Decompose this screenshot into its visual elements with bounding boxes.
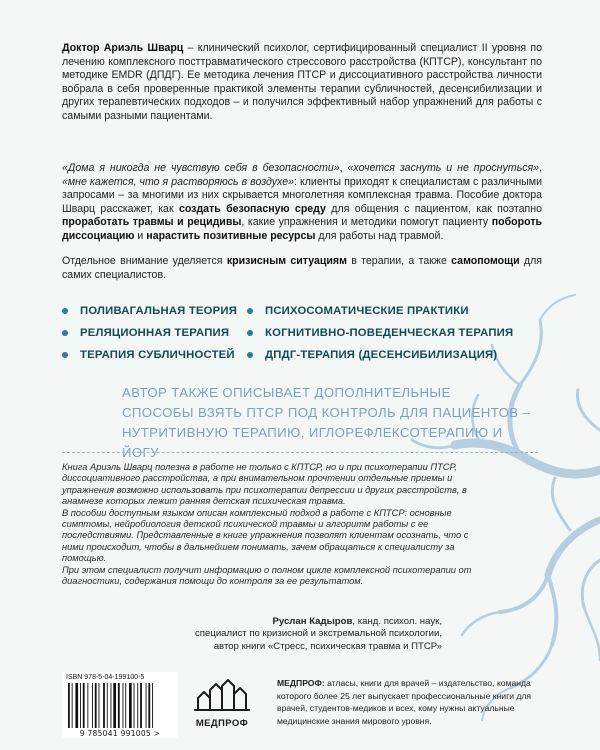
medprof-logo [192, 672, 252, 742]
quote-separator: , [339, 162, 348, 174]
bullet-item [247, 322, 557, 344]
highlight-line: СПОСОБЫ ВЗЯТЬ ПТСР ПОД КОНТРОЛЬ ДЛЯ ПАЦИЕНТОВ – [122, 405, 531, 420]
paragraph-text: в терапии, а также [346, 255, 452, 267]
quote-1: «Дома я никогда не чувствую себя в безопасности» [62, 162, 340, 174]
bullet-column-right [247, 300, 557, 366]
emphasis-text: кризисным ситуациям [226, 255, 347, 267]
bullet-dot-icon [247, 330, 253, 336]
paragraph-text: : клиенты приходят к специалистам с различными запросами – за многими из них скрывается многолетняя комплексная травма. Пособие доктора Шварц расскажет, как [62, 175, 543, 215]
barcode-stripe [83, 683, 85, 728]
barcode-stripe [72, 683, 73, 728]
barcode-stripe [140, 683, 142, 728]
barcode-stripe [134, 683, 135, 728]
medprof-logo-icon [192, 672, 252, 718]
reviewer-book: автор книги «Стресс, психическая травма и ПТСР» [213, 640, 442, 652]
paragraph-text: Отдельное внимание уделяется [62, 255, 227, 267]
barcode [62, 672, 178, 738]
paragraph-text: для самих специалистов. [62, 255, 542, 281]
bullet-dot-icon [247, 308, 253, 314]
emphasis-text: нарастить позитивные ресурсы [146, 229, 316, 242]
barcode-stripe [137, 683, 138, 728]
bullet-dot-icon [62, 352, 68, 358]
barcode-stripe [103, 683, 105, 728]
barcode-stripe [146, 683, 147, 728]
isbn-label: ISBN 978-5-04-199100-5 [66, 674, 145, 681]
quotes-paragraph [62, 162, 542, 244]
quote-2: «хочется заснуть и не проснуться» [347, 162, 540, 174]
review-text [62, 462, 472, 587]
review-paragraph: При этом специалист получит информацию о полном цикле комплексной психотерапии от диагностики, содержания помощи до контроля за ее результатом. [62, 564, 472, 587]
barcode-stripe [75, 683, 78, 728]
emphasis-text: самопомощи [451, 255, 520, 267]
highlight-line: АВТОР ТАКЖЕ ОПИСЫВАЕТ ДОПОЛНИТЕЛЬНЫЕ [122, 385, 451, 400]
barcode-stripe [99, 683, 100, 728]
emphasis-text: побороть диссоциацию [62, 216, 543, 242]
barcode-stripe [129, 683, 132, 728]
barcode-stripe [123, 683, 124, 728]
reviewer-degree: , канд. психол. наук, [352, 616, 442, 627]
bullet-dot-icon [62, 308, 68, 314]
paragraph-text: для общения с пациентом, как поэтапно [325, 202, 542, 215]
review-paragraph: В пособии доступным языком описан комплексный подход в работе с КПТСР: основные симптомы, нейробиология детской психической травмы и алгоритм работы с ее последствиями. Представленные в книге упражнения позволят клиентам осознать, что с ними происходит, чтобы в дальнейшем понимать, зачем обращаться к специалисту за помощью. [62, 507, 469, 564]
bullet-item [62, 344, 252, 366]
barcode-stripe [68, 683, 70, 728]
review-paragraph: Книга Ариэль Шварц полезна в работе не только с КПТСР, но и при психотерапии ПТСР, диссоциативного расстройства, а при внимательном прочтении отдельные приемы и упражнения возможно использовать при психотерапии депрессии и других расстройств, в анамнезе которых лежит ранняя детская психическая травма. [62, 462, 467, 507]
highlight-statement [122, 383, 532, 463]
barcode-number: 9 785041 991005 > [79, 729, 161, 738]
crisis-paragraph [62, 255, 542, 282]
bullet-label: ПСИХОСОМАТИЧЕСКИЕ ПРАКТИКИ [265, 305, 469, 317]
bullet-item [247, 300, 557, 322]
bullet-dot-icon [247, 352, 253, 358]
section-divider [62, 452, 538, 453]
reviewer-title: специалист по кризисной и экстремальной психологии, [195, 628, 442, 640]
bullet-dot-icon [62, 330, 68, 336]
bullet-item [247, 344, 557, 366]
publisher-description [277, 677, 539, 728]
highlight-line: НУТРИТИВНУЮ ТЕРАПИЮ, ИГЛОРЕФЛЕКСОТЕРАПИЮ И ЙОГУ [122, 425, 503, 460]
barcode-stripe [148, 683, 150, 728]
publisher-text: атласы, книги для врачей – издательство, команда которого более 25 лет выпускает профессиональные книги для врачей, студентов-медиков и всех, кому нужны актуальные медицинские знания мирового уровня. [277, 678, 532, 727]
bullet-label: ТЕРАПИЯ СУБЛИЧНОСТЕЙ [80, 349, 235, 361]
quote-separator: , [539, 162, 542, 174]
barcode-stripe [113, 683, 116, 728]
bullet-item [62, 322, 252, 344]
reviewer-name: Руслан Кадыров [272, 616, 353, 627]
paragraph-text: для работы над травмой. [315, 229, 444, 242]
barcode-stripe [111, 683, 112, 728]
paragraph-text: , какие упражнения и методики помогут пациенту [241, 216, 492, 229]
publisher-name: МЕДПРОФ: [277, 678, 325, 688]
bullet-column-left [62, 300, 252, 366]
quote-3: «мне кажется, что я растворяюсь в воздухе» [62, 175, 295, 188]
bullet-label: КОГНИТИВНО-ПОВЕДЕНЧЕСКАЯ ТЕРАПИЯ [265, 327, 514, 339]
reviewer-signature [142, 616, 442, 653]
barcode-stripe [152, 683, 153, 728]
bullet-label: ПОЛИВАГАЛЬНАЯ ТЕОРИЯ [80, 305, 238, 317]
barcode-stripe [80, 683, 81, 728]
author-name: Доктор Ариэль Шварц [62, 42, 184, 54]
bullet-label: РЕЛЯЦИОННАЯ ТЕРАПИЯ [80, 327, 230, 339]
paragraph-text: и [134, 229, 147, 242]
medprof-logo-text: МЕДПРОФ [195, 718, 249, 729]
barcode-stripe [95, 683, 97, 728]
author-intro-paragraph [62, 42, 542, 124]
barcode-stripe [107, 683, 108, 728]
bullet-label: ДПДГ-ТЕРАПИЯ (ДЕСЕНСИБИЛИЗАЦИЯ) [265, 349, 498, 361]
barcode-stripe [92, 683, 93, 728]
barcode-stripe [87, 683, 88, 728]
barcode-stripe [118, 683, 120, 728]
emphasis-text: создать безопасную среду [178, 202, 326, 215]
barcode-bars-icon [66, 683, 174, 728]
barcode-stripe [125, 683, 126, 728]
bullet-item [62, 300, 252, 322]
author-intro-text: – клинический психолог, сертифицированный специалист II уровня по лечению комплексного посттравматического стрессового расстройства (КПТСР), консультант по методике EMDR (ДПДГ). Ее методика лечения ПТСР и диссоциативного расстройства личности вобрала в себя проверенные практикой элементы терапии субличностей, десенсибилизации и других терапевтических подходов – и получился эффективный набор упражнений для работы с самыми разными пациентами. [62, 42, 543, 122]
emphasis-text: проработать травмы и рецидивы [62, 216, 242, 229]
